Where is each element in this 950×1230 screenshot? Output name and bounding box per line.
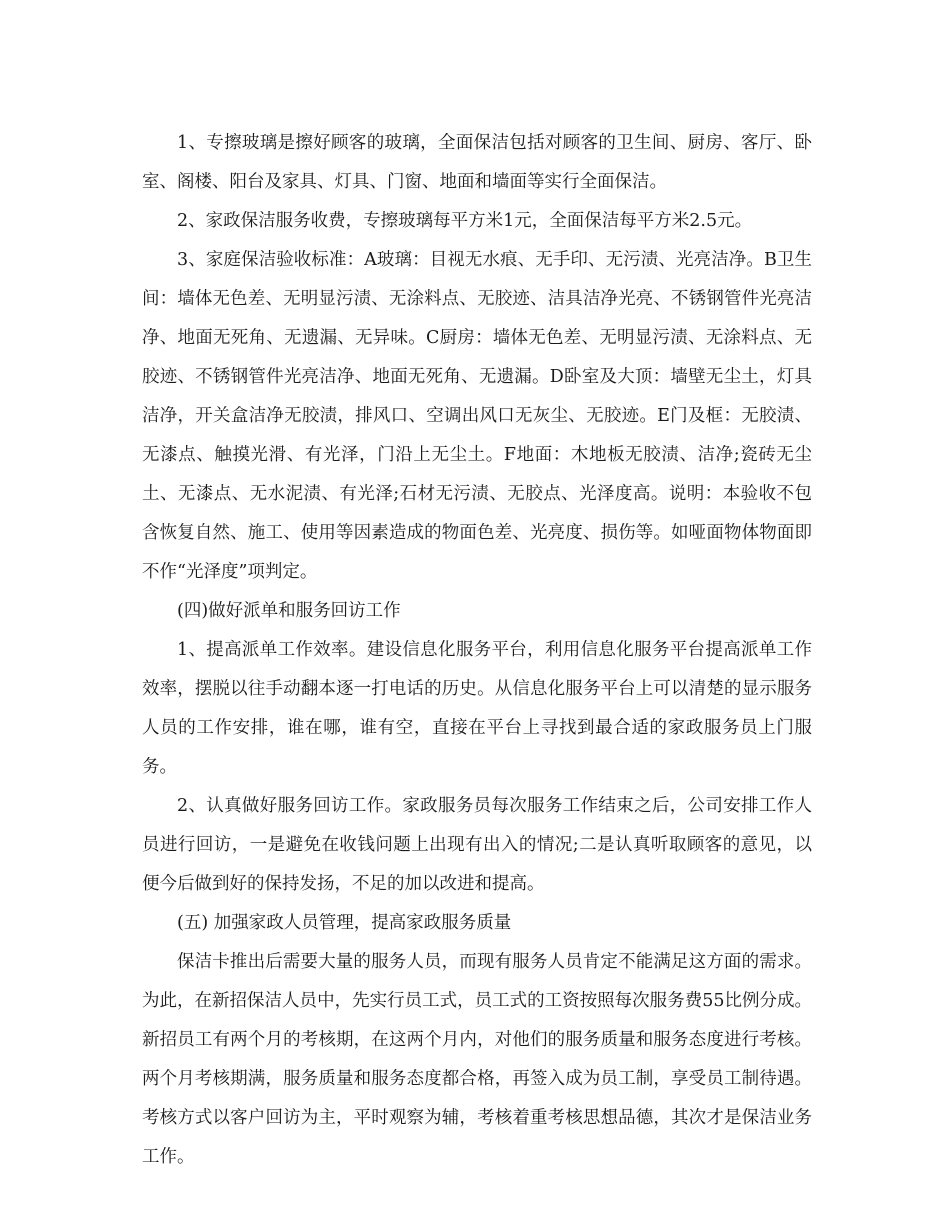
section-heading-dispatch-and-follow-up: (四)做好派单和服务回访工作: [177, 601, 401, 621]
paragraph-service-fees: 2、家政保洁服务收费，专擦玻璃每平方米1元，全面保洁每平方米2.5元。: [177, 211, 753, 231]
paragraph-staff-recruitment: 保洁卡推出后需要大量的服务人员，而现有服务人员肯定不能满足这方面的需求。为此，在新招保洁人员中，先实行员工式，员工式的工资按照每次服务费55比例分成。新招员工有两个月的考核期，在这两个月内，对他们的服务质量和服务态度进行考核。两个月考核期满，服务质量和服务态度都合格，再签入成为员工制，享受员工制待遇。考核方式以客户回访为主，平时观察为辅，考核着重考核思想品德，其次才是保洁业务工作。: [142, 952, 812, 1167]
paragraph-acceptance-standards: 3、家庭保洁验收标准：A玻璃：目视无水痕、无手印、无污渍、光亮洁净。B卫生间：墙体无色差、无明显污渍、无涂料点、无胶迹、洁具洁净光亮、不锈钢管件光亮洁净、地面无死角、无遗漏、无异味。C厨房：墙体无色差、无明显污渍、无涂料点、无胶迹、不锈钢管件光亮洁净、地面无死角、无遗漏。D卧室及大顶：墙壁无尘土，灯具洁净，开关盒洁净无胶渍，排风口、空调出风口无灰尘、无胶迹。E门及框：无胶渍、无漆点、触摸光滑、有光泽，门沿上无尘土。F地面：木地板无胶渍、洁净;瓷砖无尘土、无漆点、无水泥渍、有光泽;石材无污渍、无胶点、光泽度高。说明：本验收不包含恢复自然、施工、使用等因素造成的物面色差、光亮度、损伤等。如哑面物体物面即不作“光泽度”项判定。: [142, 250, 812, 582]
paragraph-follow-up-visits: 2、认真做好服务回访工作。家政服务员每次服务工作结束之后，公司安排工作人员进行回访，一是避免在收钱问题上出现有出入的情况;二是认真听取顾客的意见，以便今后做到好的保持发扬，不足的加以改进和提高。: [142, 796, 812, 894]
paragraph-dispatch-efficiency: 1、提高派单工作效率。建设信息化服务平台，利用信息化服务平台提高派单工作效率，摆脱以往手动翻本逐一打电话的历史。从信息化服务平台上可以清楚的显示服务人员的工作安排，谁在哪，谁有空，直接在平台上寻找到最合适的家政服务员上门服务。: [142, 640, 812, 777]
paragraph-glass-and-full-cleaning: 1、专擦玻璃是擦好顾客的玻璃，全面保洁包括对顾客的卫生间、厨房、客厅、卧室、阁楼、阳台及家具、灯具、门窗、地面和墙面等实行全面保洁。: [142, 133, 812, 192]
section-heading-staff-management: (五) 加强家政人员管理，提高家政服务质量: [177, 913, 512, 933]
document-body: [142, 124, 812, 1177]
